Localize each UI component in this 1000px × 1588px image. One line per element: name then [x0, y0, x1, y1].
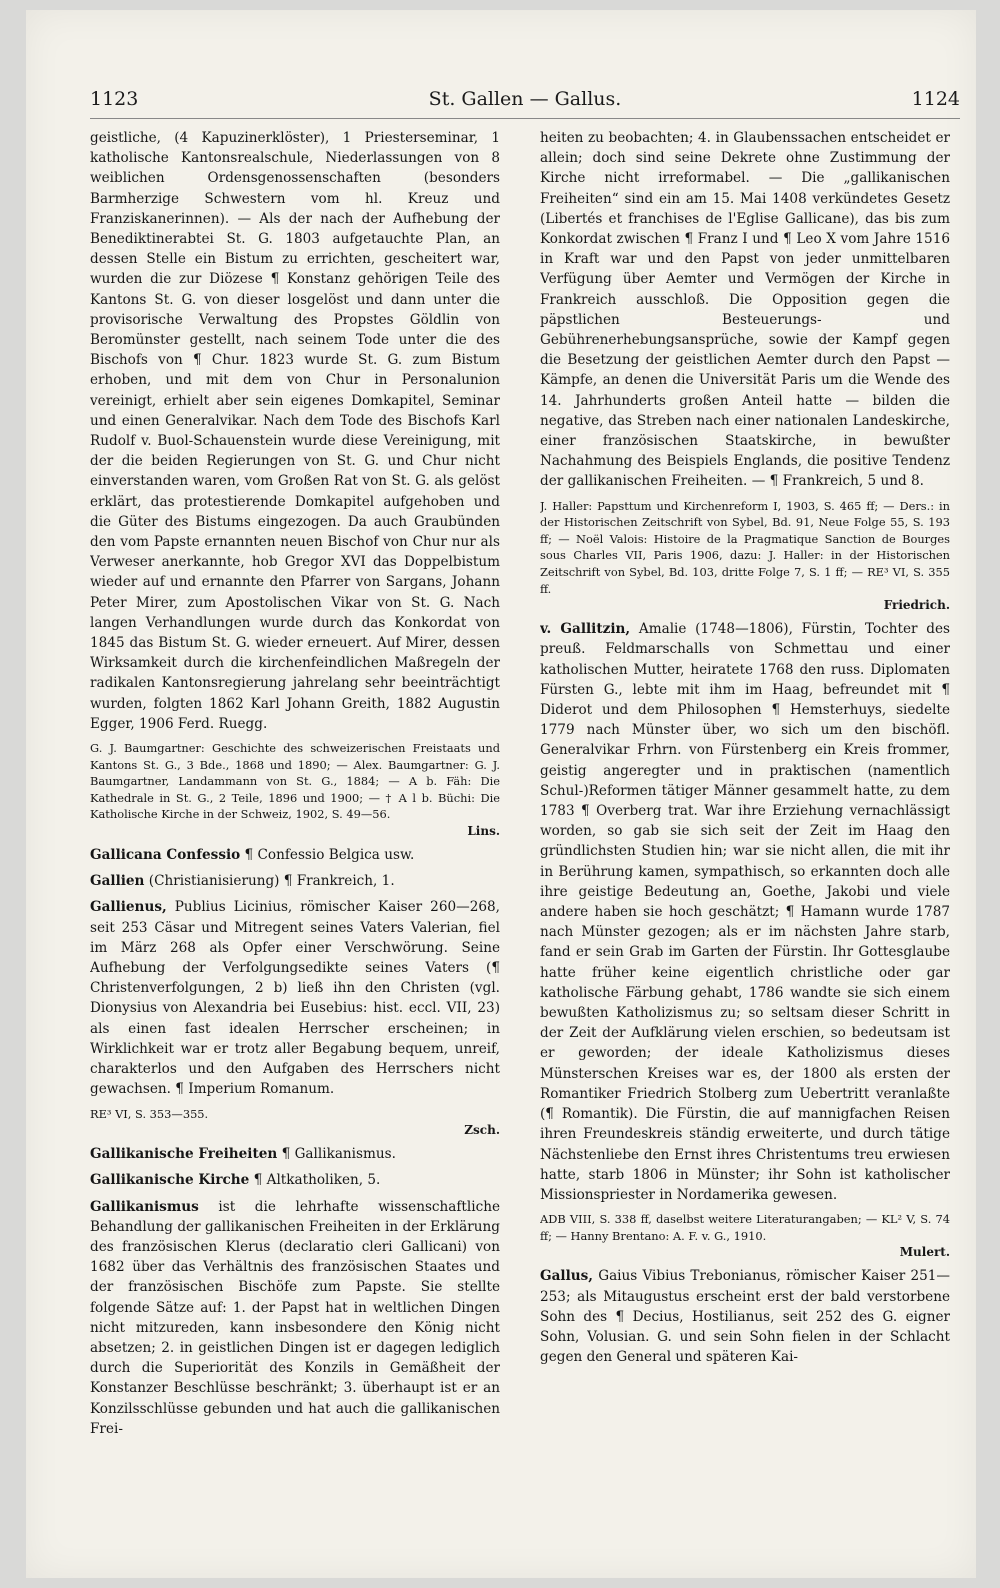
running-title: St. Gallen — Gallus.	[428, 88, 622, 110]
literature-text: RE³ VI, S. 353—355.	[90, 1106, 209, 1121]
literature-text: G. J. Baumgartner: Geschichte des schweizerischen Freistaats und Kantons St. G., 3 Bde., 1868 und 1890; — Alex. Baumgartner: G. J. Baumgartner, Landammann von St. G., 1884; — A b. Fäh: Die Kathedrale in St. G., 2 Teile, 1896 und 1900; — † A l b. Büchi: Die Katholische Kirche in der Schweiz, 1902, S. 49—56.	[90, 741, 500, 822]
entry-gallienus	[90, 897, 500, 1099]
entry-gallitzin	[540, 619, 950, 1205]
entry-text: ¶ Confessio Belgica usw.	[240, 847, 415, 864]
entry-headword: Gallikanische Kirche	[90, 1172, 250, 1189]
entry-headword: Gallikanismus	[90, 1198, 199, 1215]
literature-note	[540, 1211, 950, 1260]
entry-headword: Gallus,	[540, 1268, 594, 1285]
literature-text: ADB VIII, S. 338 ff, daselbst weitere Literaturangaben; — KL² V, S. 74 ff; — Hanny Brentano: A. F. v. G., 1910.	[540, 1212, 950, 1243]
literature-text: J. Haller: Papsttum und Kirchenreform I, 1903, S. 465 ff; — Ders.: in der Historischen Zeitschrift von Sybel, Bd. 91, Neue Folge 55, S. 193 ff; — Noël Valois: Histoire de la Pragmatique Sanction de Bourges sous Charles VII, Paris 1906, dazu: J. Haller: in der Historischen Zeitschrift von Sybel, Bd. 103, dritte Folge 7, S. 1 ff; — RE³ VI, S. 355 ff.	[540, 498, 950, 596]
entry-text: Publius Licinius, römischer Kaiser 260—268, seit 253 Cäsar und Mitregent seines Vaters Valerian, fiel im März 268 als Opfer einer Verschwörung. Seine Aufhebung der Verfolgungsedikte seines Vaters (¶ Christenverfolgungen, 2 b) ließ ihn den Christen (vgl. Dionysius von Alexandria bei Eusebius: hist. eccl. VII, 23) als einen fast idealen Herrscher erscheinen; in Wirklichkeit war er trotz aller Begabung bequem, unreif, charakterlos und den Aufgaben des Herrschers nicht gewachsen. ¶ Imperium Romanum.	[90, 899, 500, 1098]
right-column	[540, 128, 950, 1568]
gallikanismus-continuation: heiten zu beobachten; 4. in Glaubenssachen entscheidet er allein; doch sind seine Dekrete ohne Zustimmung der Kirche nicht irreformabel. — Die „gallikanischen Freiheiten“ sind ein am 15. Mai 1408 verkündetes Gesetz (Libertés et franchises de l'Eglise Gallicane), das bis zum Konkordat zwischen ¶ Franz I und ¶ Leo X vom Jahre 1516 in Kraft war und den Papst von jeder unmittelbaren Verfügung über Aemter und Vermögen der Kirche in Frankreich ausschloß. Die Opposition gegen die päpstlichen Besteuerungs- und Gebührenerhebungsansprüche, sowie der Kampf gegen die Besetzung der geistlichen Aemter durch den Papst — Kämpfe, an denen die Universität Paris um die Wende des 14. Jahrhunderts großen Anteil hatte — bilden die negative, das Streben nach einer nationalen Landeskirche, einer französischen Staatskirche, in bewußter Nachahmung des Beispiels Englands, die positive Tendenz der gallikanischen Freiheiten. — ¶ Frankreich, 5 und 8.	[540, 130, 950, 490]
author-signature: Zsch.	[464, 1123, 500, 1138]
entry-text: ist die lehrhafte wissenschaftliche Behandlung der gallikanischen Freiheiten in der Erklärung des französischen Klerus (declaratio cleri Gallicani) von 1682 über das Verhältnis des französischen Staates und der französischen Bischöfe zum Papste. Sie stellte folgende Sätze auf: 1. der Papst hat in weltlichen Dingen nicht mitzureden, kann insbesondere den König nicht absetzen; 2. in geistlichen Dingen ist er dagegen lediglich durch die Superiorität des Konzils in Gemäßheit der Konstanzer Beschlüsse beschränkt; 3. überhaupt ist er an Konzilsschlüsse gebunden und hat auch die gallikanischen Frei-	[90, 1198, 500, 1437]
literature-note	[90, 1106, 500, 1139]
author-signature: Lins.	[467, 824, 500, 839]
entry-gallikanismus	[90, 1197, 500, 1439]
entry-gallicana-confessio	[90, 845, 500, 865]
st-gallen-paragraph: geistliche, (4 Kapuzinerklöster), 1 Priesterseminar, 1 katholische Kantonsrealschule, Niederlassungen von 8 weiblichen Ordensgenossenschaften (besonders Barmherzige Schwestern vom hl. Kreuz und Franziskanerinnen). — Als der nach der Aufhebung der Benediktinerabtei St. G. 1803 aufgetauchte Plan, an dessen Stelle ein Bistum zu errichten, gescheitert war, wurden die zur Diözese ¶ Konstanz gehörigen Teile des Kantons St. G. von dieser losgelöst und dann unter die provisorische Verwaltung des Propstes Göldlin von Beromünster gestellt, nach seinem Tode unter die des Bischofs von ¶ Chur. 1823 wurde St. G. zum Bistum erhoben, und mit dem von Chur in Personalunion vereinigt, erhielt aber sein eigenes Domkapitel, Seminar und einen Generalvikar. Nach dem Tode des Bischofs Karl Rudolf v. Buol-Schauenstein wurde diese Vereinigung, mit der die beiden Regierungen von St. G. und Chur nicht einverstanden waren, vom Großen Rat von St. G. als gelöst erklärt, das protestierende Domkapitel aufgehoben und die Güter des Bistums eingezogen. Da auch Graubünden den vom Papste ernannten neuen Bischof von Chur nur als Verweser anerkannte, hob Gregor XVI das Doppelbistum wieder auf und ernannte den Pfarrer von Sargans, Johann Peter Mirer, zum Apostolischen Vikar von St. G. Nach langen Verhandlungen wurde durch das Konkordat von 1845 das Bistum St. G. wieder erneuert. Auf Mirer, dessen Wirksamkeit durch die kirchenfeindlichen Maßregeln der radikalen Kantonsregierung jahrelang sehr beeinträchtigt wurden, folgten 1862 Karl Johann Greith, 1882 Augustin Egger, 1906 Ferd. Ruegg.	[90, 130, 500, 732]
entry-headword: Gallienus,	[90, 899, 167, 916]
entry-text: Amalie (1748—1806), Fürstin, Tochter des preuß. Feldmarschalls von Schmettau und einer katholischen Mutter, heiratete 1768 den russ. Diplomaten Fürsten G., lebte mit ihm im Haag, befreundet mit ¶ Diderot und dem Philosophen ¶ Hemsterhuys, siedelte 1779 nach Münster über, wo sich um den bischöfl. Generalvikar Frhrn. von Fürstenberg ein Kreis frommer, geistig angeregter und in praktischen (namentlich Schul-)Reformen tätiger Männer gesammelt hatte, zu dem 1783 ¶ Overberg trat. War ihre Erziehung vernachlässigt worden, so gab sie sich seit der Zeit im Haag den gründlichsten Studien hin; war sie nicht allen, die mit ihr in Berührung kamen, sympathisch, so erkannten doch alle ihre geistige Bedeutung an, Goethe, Jakobi und viele andere haben sie hoch geschätzt; ¶ Hamann wurde 1787 nach Münster gezogen; als er im nächsten Jahre starb, fand er sein Grab im Garten der Fürstin. Ihr Gottesglaube hatte früher keine eigentlich christliche oder gar katholische Färbung gehabt, 1786 wandte sie sich einem bewußten Katholizismus zu; so seltsam dieser Schritt in der Zeit der Aufklärung vielen erschien, so bedeutsam ist er geworden; der ideale Katholizismus dieses Münsterschen Kreises war es, der 1800 als ersten der Romantiker Friedrich Stolberg zum Uebertritt veranlaßte (¶ Romantik). Die Fürstin, die auf mannigfachen Reisen ihren Freundeskreis ständig erweiterte, und durch tätige Nächstenliebe den Ernst ihres Christentums treu erwiesen hatte, starb 1806 in Münster; ihr Sohn ist katholischer Missionspriester in Nordamerika gewesen.	[540, 621, 950, 1203]
entry-gallikanische-freiheiten	[90, 1144, 500, 1164]
entry-text: Gaius Vibius Trebonianus, römischer Kaiser 251—253; als Mitaugustus erscheint erst der bald verstorbene Sohn des ¶ Decius, Hostilianus, seit 252 des G. eigner Sohn, Volusian. G. und sein Sohn fielen in der Schlacht gegen den General und späteren Kai-	[540, 1268, 950, 1366]
literature-note	[540, 498, 950, 614]
entry-headword: Gallikanische Freiheiten	[90, 1146, 278, 1163]
left-page-number: 1123	[90, 88, 139, 110]
header-rule	[90, 118, 960, 119]
entry-gallien	[90, 871, 500, 891]
page-header	[90, 88, 960, 118]
right-page-number: 1124	[911, 88, 960, 110]
entry-headword: Gallicana Confessio	[90, 847, 241, 864]
author-signature: Mulert.	[899, 1245, 950, 1260]
author-signature: Friedrich.	[883, 598, 950, 613]
entry-text: (Christianisierung) ¶ Frankreich, 1.	[144, 873, 395, 890]
literature-note	[90, 740, 500, 839]
entry-headword: v. Gallitzin,	[540, 621, 631, 638]
left-column	[90, 128, 500, 1568]
entry-headword: Gallien	[90, 873, 145, 890]
entry-text: ¶ Gallikanismus.	[277, 1146, 396, 1163]
entry-gallikanische-kirche	[90, 1170, 500, 1190]
entry-text: ¶ Altkatholiken, 5.	[249, 1172, 381, 1189]
entry-gallus	[540, 1266, 950, 1367]
